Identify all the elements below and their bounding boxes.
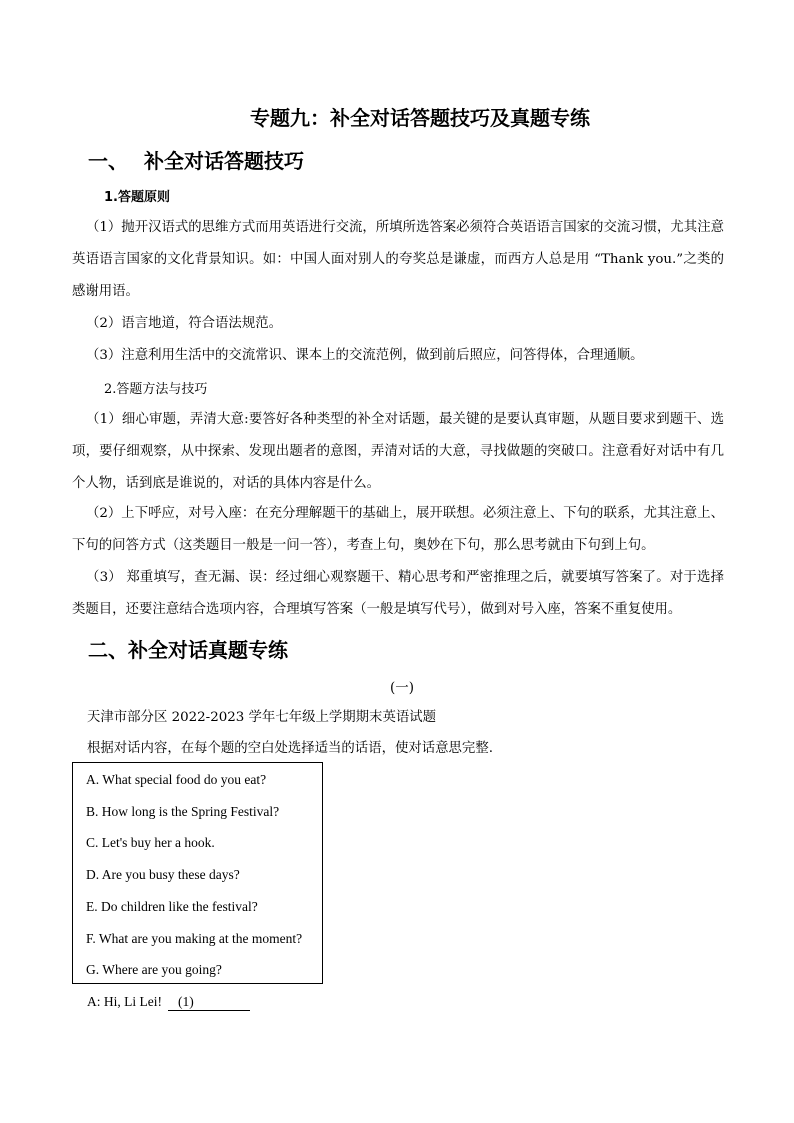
methods-subheading: 2.答题方法与技巧 — [104, 382, 208, 397]
paragraph-method-1: （1）细心审题，弄清大意:要答好各种类型的补全对话题，最关键的是要认真审题，从题目要求到题干、选项，要仔细观察，从中探索、发现出题者的意图，弄清对话的大意，寻找做题的突破口。注意看好对话中有几个人物，话到底是谁说的，对话的具体内容是什么。 — [72, 412, 724, 491]
section1-number: 一、 — [88, 149, 128, 173]
dialog-line-1 — [87, 994, 250, 1011]
paragraph-principle-1: （1）抛开汉语式的思维方式而用英语进行交流，所填所选答案必须符合英语语言国家的交流习惯，尤其注意英语语言国家的文化背景知识。如：中国人面对别人的夸奖总是谦虚，而西方人总是用 “Thank you.”之类的感谢用语。 — [72, 220, 724, 299]
instruction-text: 根据对话内容，在每个题的空白处选择适当的话语，使对话意思完整. — [87, 741, 493, 756]
option-f: F. What are you making at the moment? — [86, 931, 303, 946]
option-a: A. What special food do you eat? — [86, 772, 267, 787]
dialog-text: A: Hi, Li Lei! — [87, 994, 162, 1009]
option-e: E. Do children like the festival? — [86, 899, 258, 914]
option-d: D. Are you busy these days? — [86, 867, 240, 882]
paragraph-method-3: （3） 郑重填写，查无漏、误：经过细心观察题干、精心思考和严密推理之后，就要填写答案了。对于选择类题目，还要注意结合选项内容，合理填写答案（一般是填写代号），做到对号入座，答案不重复使用。 — [72, 570, 724, 617]
option-c: C. Let's buy her a hook. — [86, 835, 215, 850]
paragraph-method-2: （2）上下呼应，对号入座：在充分理解题干的基础上，展开联想。必须注意上、下句的联系，尤其注意上、下句的问答方式（这类题目一般是一问一答），考查上句，奥妙在下句，那么思考就由下句到上句。 — [72, 506, 724, 553]
paragraph-principle-3: （3）注意利用生活中的交流常识、课本上的交流范例，做到前后照应，问答得体，合理通顺。 — [86, 348, 644, 363]
page-title: 专题九：补全对话答题技巧及真题专练 — [250, 106, 590, 130]
options-box — [72, 762, 323, 984]
section1-heading — [88, 145, 304, 174]
answer-blank-1[interactable]: (1) — [168, 994, 250, 1011]
option-g: G. Where are you going? — [86, 962, 222, 977]
section1-heading-text: 补全对话答题技巧 — [144, 149, 304, 173]
paragraph-principle-2: （2）语言地道，符合语法规范。 — [86, 316, 282, 331]
answer-principles-subheading: 1.答题原则 — [104, 190, 170, 205]
section2-heading: 二、补全对话真题专练 — [88, 638, 288, 662]
option-b: B. How long is the Spring Festival? — [86, 804, 280, 819]
exam-source: 天津市部分区 2022-2023 学年七年级上学期期末英语试题 — [87, 710, 437, 725]
part-label: (一) — [389, 680, 415, 696]
